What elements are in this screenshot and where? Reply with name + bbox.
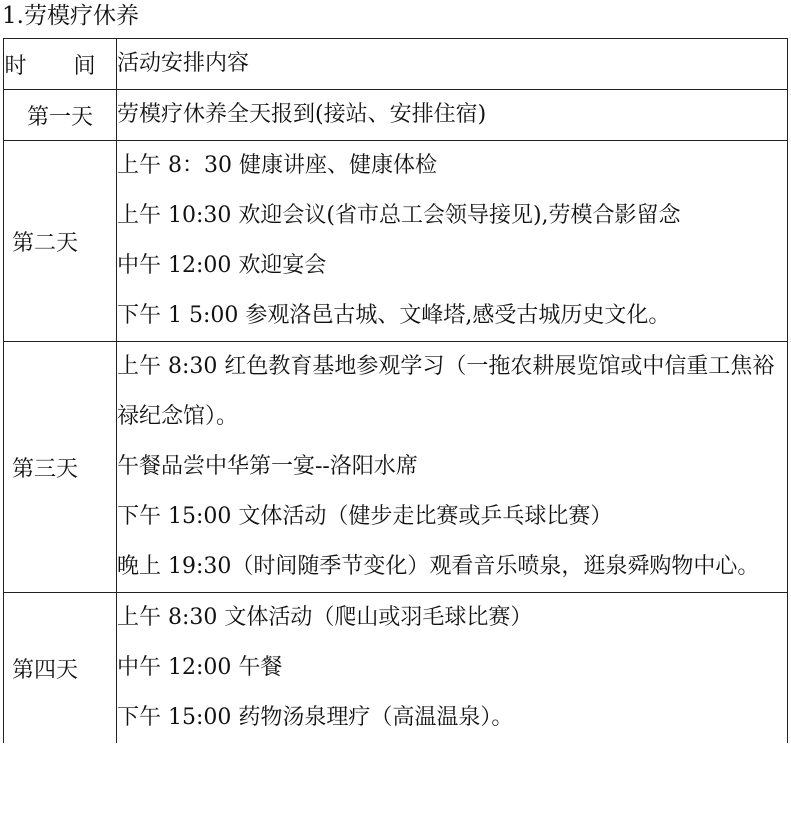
activity-line: 上午 10:30 欢迎会议(省市总工会领导接见),劳模合影留念 — [117, 203, 681, 228]
activity-line: 下午 1 5:00 参观洛邑古城、文峰塔,感受古城历史文化。 — [117, 303, 671, 328]
table-row-day4 — [4, 593, 788, 744]
activity-line: 午餐品尝中华第一宴--洛阳水席 — [117, 454, 418, 479]
activity-line: 晚上 19:30（时间随季节变化）观看音乐喷泉，逛泉舜购物中心。 — [117, 554, 760, 579]
activity-line: 中午 12:00 午餐 — [117, 655, 283, 680]
activity-line: 上午 8:30 文体活动（爬山或羽毛球比赛） — [117, 605, 533, 630]
header-time-label: 时 间 — [4, 53, 116, 79]
activity-cell — [117, 90, 788, 141]
activity-line: 下午 15:00 药物汤泉理疗（高温温泉）。 — [117, 705, 514, 730]
day-label-cell: 第三天 — [4, 342, 117, 593]
activity-line: 上午 8：30 健康讲座、健康体检 — [117, 153, 437, 178]
header-content-cell — [117, 39, 788, 90]
day-label-cell: 第一天 — [4, 90, 117, 141]
day-label-cell: 第二天 — [4, 141, 117, 342]
activity-line: 中午 12:00 欢迎宴会 — [117, 253, 327, 278]
activity-cell — [117, 141, 788, 342]
activity-cell — [117, 593, 788, 744]
section-heading: 1.劳模疗休养 — [2, 3, 139, 29]
schedule-table — [3, 38, 788, 743]
table-row-day2 — [4, 141, 788, 342]
table-row-day1 — [4, 90, 788, 141]
activity-cell — [117, 342, 788, 593]
header-content-label: 活动安排内容 — [117, 51, 250, 76]
day-label-cell: 第四天 — [4, 593, 117, 744]
activity-line: 劳模疗休养全天报到(接站、安排住宿) — [117, 102, 487, 127]
header-time-cell — [4, 39, 117, 90]
activity-line: 下午 15:00 文体活动（健步走比赛或乒乓球比赛） — [117, 504, 613, 529]
activity-line: 上午 8:30 红色教育基地参观学习（一拖农耕展览馆或中信重工焦裕禄纪念馆）。 — [117, 354, 775, 429]
table-header-row — [4, 39, 788, 90]
table-row-day3 — [4, 342, 788, 593]
